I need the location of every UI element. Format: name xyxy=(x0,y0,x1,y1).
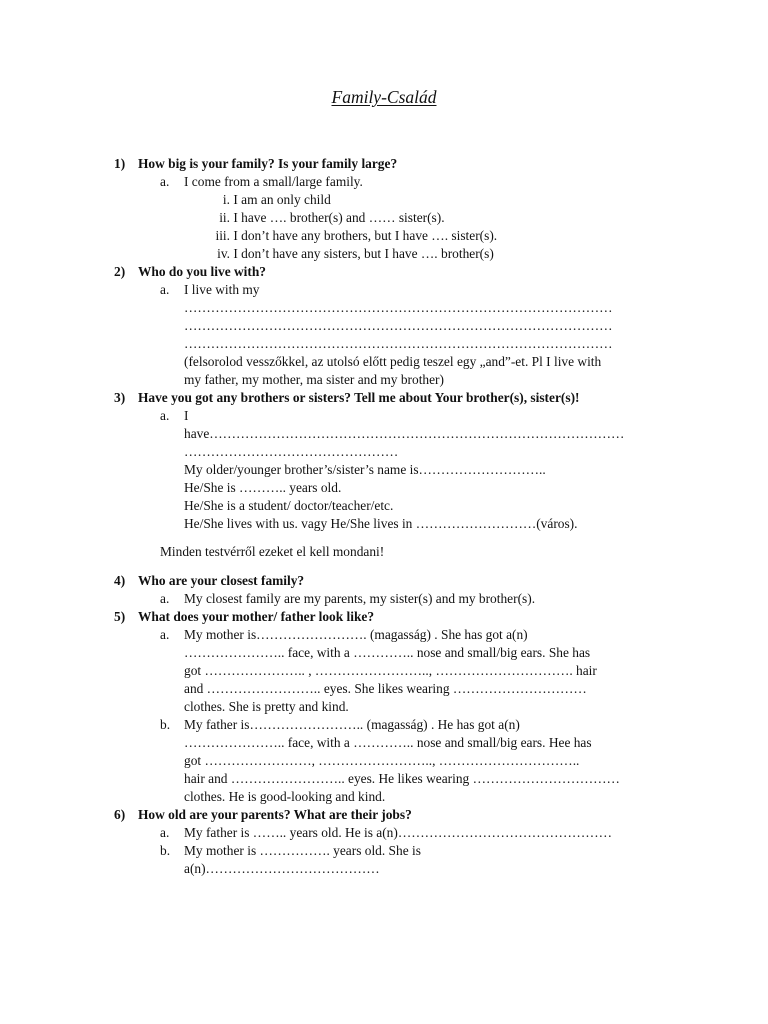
sentence-line: got ………………….. , …………………….., …………………………. hair xyxy=(184,663,597,678)
answer-label: a. xyxy=(160,825,170,840)
option-text: I am an only child xyxy=(233,192,331,207)
question-text: How big is your family? Is your family large? xyxy=(138,156,398,171)
option-text: I don’t have any brothers, but I have …. sister(s). xyxy=(233,228,498,243)
question-text: Who do you live with? xyxy=(138,264,266,279)
question-4 xyxy=(114,572,304,590)
hint-text: my father, my mother, ma sister and my brother) xyxy=(184,372,444,387)
question-number: 6) xyxy=(114,807,126,822)
instruction-note: Minden testvérről ezeket el kell mondani! xyxy=(160,544,385,559)
option-1-iii xyxy=(184,227,497,245)
answer-3a xyxy=(160,407,188,425)
answer-text: My father is…………………….. (magasság) . He has got a(n) xyxy=(184,717,520,732)
fill-in-line[interactable]: a(n)………………………………… xyxy=(184,861,380,876)
question-number: 3) xyxy=(114,390,126,405)
option-label: i. xyxy=(222,192,230,207)
option-1-ii xyxy=(184,209,445,227)
option-1-i xyxy=(184,191,331,209)
question-text: Have you got any brothers or sisters? Tell me about Your brother(s), sister(s)! xyxy=(138,390,580,405)
answer-4a xyxy=(160,590,535,608)
answer-label: a. xyxy=(160,408,170,423)
option-label: iii. xyxy=(215,228,230,243)
answer-label: a. xyxy=(160,591,170,606)
fill-in-line[interactable]: …………………………………………………………………………………… xyxy=(184,336,613,351)
answer-text: I xyxy=(184,408,189,423)
answer-text: My father is …….. years old. He is a(n)………………………………………… xyxy=(184,825,613,840)
answer-5a xyxy=(160,626,528,644)
answer-text: My mother is ……………. years old. She is xyxy=(184,843,421,858)
option-label: ii. xyxy=(219,210,230,225)
question-number: 4) xyxy=(114,573,126,588)
answer-label: b. xyxy=(160,843,171,858)
fill-in-line[interactable]: …………………………………………………………………………………… xyxy=(184,300,613,315)
answer-2a xyxy=(160,281,260,299)
question-1 xyxy=(114,155,397,173)
question-number: 2) xyxy=(114,264,126,279)
sentence-line: He/She lives with us. vagy He/She lives in ………………………(város). xyxy=(184,516,578,531)
page-title: Family-Család xyxy=(331,87,437,107)
question-number: 1) xyxy=(114,156,126,171)
hint-text: (felsorolod vesszőkkel, az utolsó előtt pedig teszel egy „and”-et. Pl I live with xyxy=(184,354,602,369)
fill-in-line[interactable]: have………………………………………………………………………………… xyxy=(184,426,625,441)
question-text: Who are your closest family? xyxy=(138,573,305,588)
question-2 xyxy=(114,263,266,281)
answer-6b xyxy=(160,842,421,860)
answer-text: I live with my xyxy=(184,282,260,297)
sentence-line: clothes. He is good-looking and kind. xyxy=(184,789,386,804)
question-5 xyxy=(114,608,374,626)
sentence-line: ………………….. face, with a ………….. nose and small/big ears. She has xyxy=(184,645,591,660)
fill-in-line[interactable]: …………………………………………………………………………………… xyxy=(184,318,613,333)
answer-text: My mother is……………………. (magasság) . She has got a(n) xyxy=(184,627,528,642)
answer-text: I come from a small/large family. xyxy=(184,174,363,189)
answer-label: a. xyxy=(160,627,170,642)
answer-text: My closest family are my parents, my sister(s) and my brother(s). xyxy=(184,591,536,606)
question-3 xyxy=(114,389,580,407)
option-1-iv xyxy=(184,245,494,263)
option-text: I don’t have any sisters, but I have …. brother(s) xyxy=(233,246,494,261)
question-6 xyxy=(114,806,412,824)
sentence-line: He/She is a student/ doctor/teacher/etc. xyxy=(184,498,394,513)
question-number: 5) xyxy=(114,609,126,624)
sentence-line: ………………….. face, with a ………….. nose and small/big ears. Hee has xyxy=(184,735,592,750)
answer-6a xyxy=(160,824,612,842)
fill-in-line[interactable]: ………………………………………… xyxy=(184,444,399,459)
sentence-line: My older/younger brother’s/sister’s name is……………………….. xyxy=(184,462,546,477)
answer-5b xyxy=(160,716,520,734)
option-label: iv. xyxy=(217,246,230,261)
sentence-line: got ……………………, …………………….., ………………………….. xyxy=(184,753,580,768)
sentence-line: and …………………….. eyes. She likes wearing ………………………… xyxy=(184,681,587,696)
sentence-line: He/She is ……….. years old. xyxy=(184,480,342,495)
option-text: I have …. brother(s) and …… sister(s). xyxy=(233,210,445,225)
answer-label: a. xyxy=(160,174,170,189)
sentence-line: clothes. She is pretty and kind. xyxy=(184,699,349,714)
question-text: What does your mother/ father look like? xyxy=(138,609,375,624)
question-text: How old are your parents? What are their jobs? xyxy=(138,807,412,822)
answer-label: a. xyxy=(160,282,170,297)
sentence-line: hair and …………………….. eyes. He likes wearing …………………………… xyxy=(184,771,620,786)
answer-label: b. xyxy=(160,717,171,732)
answer-1a xyxy=(160,173,363,191)
